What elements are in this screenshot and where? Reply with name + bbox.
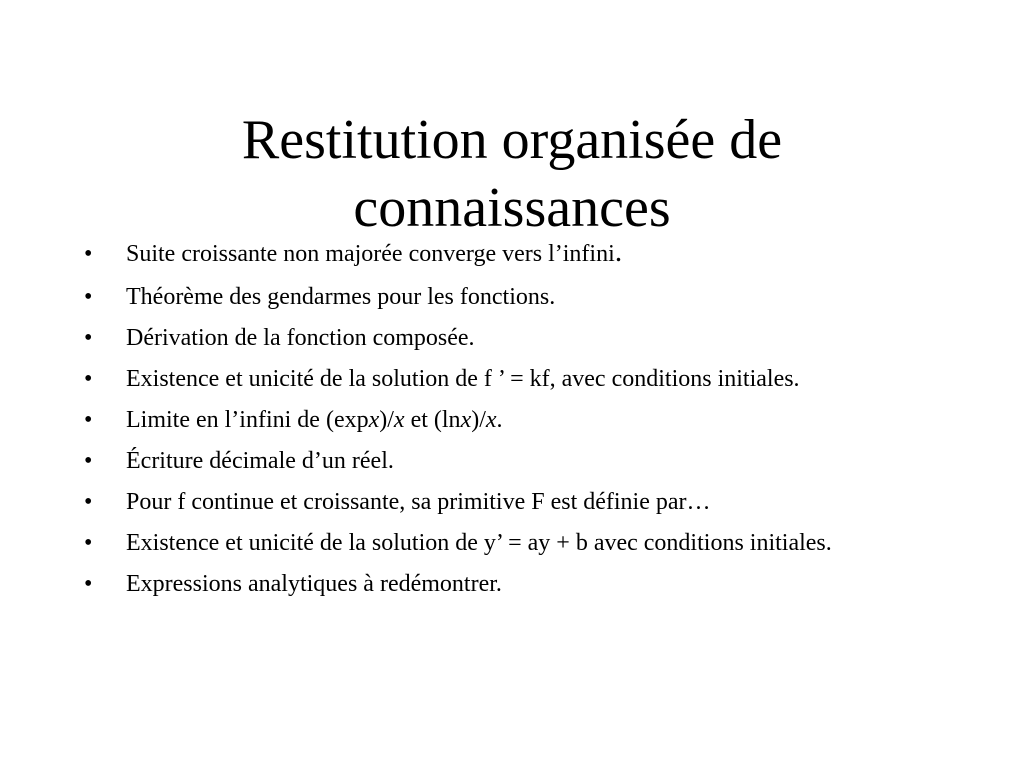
bullet-icon: • bbox=[84, 489, 93, 515]
slide-title bbox=[0, 106, 1024, 242]
bullet-text bbox=[126, 407, 503, 433]
bullet-text: Dérivation de la fonction composée. bbox=[126, 325, 475, 351]
math-variable: x bbox=[485, 407, 497, 433]
bullet-icon: • bbox=[84, 366, 93, 392]
text-part: )/ bbox=[379, 407, 394, 433]
bullet-text: Expressions analytiques à redémontrer. bbox=[126, 571, 502, 597]
bullet-icon: • bbox=[84, 448, 93, 474]
bullet-item-limits-exp-ln bbox=[84, 404, 944, 436]
bullet-icon: • bbox=[84, 241, 93, 267]
bullet-list bbox=[84, 235, 944, 609]
math-variable: x bbox=[393, 407, 405, 433]
math-variable: x bbox=[460, 407, 472, 433]
slide-title-line-1: Restitution organisée de bbox=[241, 108, 783, 171]
bullet-icon: • bbox=[84, 325, 93, 351]
slide-title-line-2: connaissances bbox=[353, 176, 671, 239]
bullet-item-ode-kf bbox=[84, 363, 944, 395]
bullet-text: Théorème des gendarmes pour les fonctions. bbox=[126, 284, 556, 310]
bullet-text: Existence et unicité de la solution de y’ = ay + b avec conditions initiales. bbox=[126, 530, 832, 556]
bullet-text: Pour f continue et croissante, sa primitive F est définie par… bbox=[126, 489, 711, 515]
bullet-item-monotone-sequence bbox=[84, 235, 944, 270]
bullet-item-chain-rule bbox=[84, 322, 944, 354]
bullet-icon: • bbox=[84, 284, 93, 310]
bullet-item-ode-ay-b bbox=[84, 527, 944, 559]
bullet-text: Suite croissante non majorée converge vers l’infini bbox=[126, 241, 615, 267]
text-part: et (ln bbox=[404, 407, 461, 433]
bullet-icon: • bbox=[84, 571, 93, 597]
bullet-item-analytic-expressions bbox=[84, 568, 944, 600]
bullet-item-squeeze-theorem bbox=[84, 281, 944, 313]
bullet-icon: • bbox=[84, 407, 93, 433]
bullet-item-primitive bbox=[84, 486, 944, 518]
bullet-period: . bbox=[614, 235, 623, 268]
bullet-item-decimal-expansion bbox=[84, 445, 944, 477]
bullet-text: Écriture décimale d’un réel. bbox=[126, 448, 394, 474]
text-part: )/ bbox=[471, 407, 486, 433]
text-part: Limite en l’infini de (exp bbox=[126, 407, 369, 433]
text-part: . bbox=[496, 407, 503, 433]
bullet-text: Existence et unicité de la solution de f ’ = kf, avec conditions initiales. bbox=[126, 366, 800, 392]
math-variable: x bbox=[368, 407, 380, 433]
bullet-icon: • bbox=[84, 530, 93, 556]
